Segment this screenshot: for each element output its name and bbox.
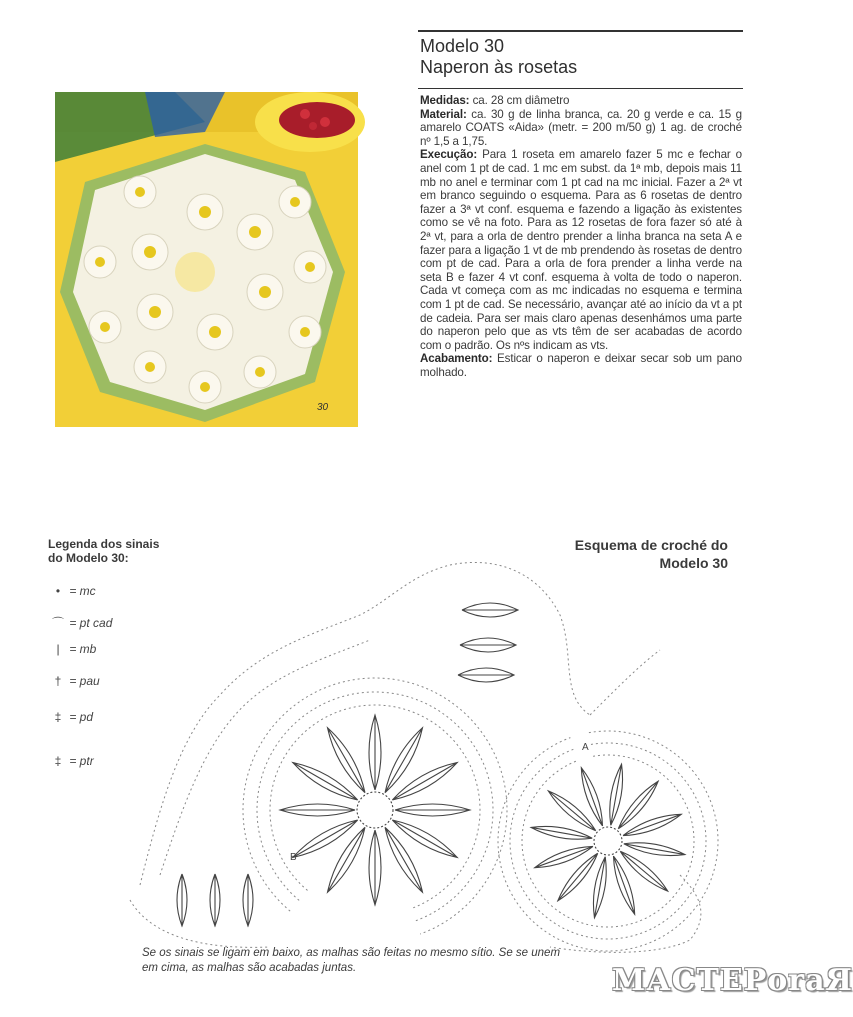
petal-stitch — [385, 728, 423, 793]
diagram-title-line2: Modelo 30 — [659, 555, 728, 571]
doily-illustration — [55, 92, 358, 427]
chain-round — [498, 731, 718, 951]
legend-label: = ptr — [69, 754, 94, 768]
acabamento-text: Esticar o naperon e deixar secar sob um pano molhado. — [420, 352, 742, 379]
petal-stitch — [593, 857, 606, 918]
photo-number: 30 — [317, 402, 329, 413]
execucao-paragraph — [420, 148, 742, 352]
chain-stitch-symbol: ⌒ — [51, 616, 64, 630]
petal-stitch — [558, 853, 598, 900]
medidas-label: Medidas: — [420, 94, 470, 107]
petal-stitch — [548, 791, 595, 831]
petal-stitch — [462, 603, 518, 617]
crochet-chart — [120, 555, 740, 955]
acabamento-paragraph — [420, 352, 742, 379]
title-block — [420, 36, 577, 78]
petal-stitch — [620, 851, 667, 891]
petal-stitch — [618, 781, 658, 828]
chain-edging — [590, 650, 660, 715]
instructions — [420, 94, 742, 379]
model-title: Modelo 30 — [420, 36, 505, 56]
petal-stitch — [177, 874, 187, 926]
chain-round — [510, 743, 706, 939]
chain-round — [522, 755, 694, 927]
title-rule-top — [418, 30, 743, 32]
petal-stitch — [624, 843, 685, 856]
legend-label: = pau — [69, 674, 100, 688]
execucao-text: Para 1 roseta em amarelo fazer 5 mc e fechar o anel com 1 pt de cad. 1 mc em subst. da 1ª mb, depois mais 11 mb no anel e terminar com 1 pt cad na mc inicial. Fazer a 2ª vt em branco seguindo o esquema. Para as 6 rosetas de dentro fazer a 3ª vt conf. esquema e fazendo a ligação às existentes como se vê na foto. Para as 12 rosetas de fora fazer só até à 2ª vt, para a orla de dentro prender a linha branca na seta A e fazer para a ligação 1 vt de mb prendendo às rosetas de dentro com pt de cad. Para a orla de fora prender a linha verde na seta B e fazer 4 vt conf. esquema à volta de todo o naperon. Cada vt começa com as mc indicadas no esquema e termina com 1 pt de cad. Se necessário, avançar até ao início da vt a pt de cadeia. Para ser mais claro apenas desenhámos uma parte do naperon pelo que as vts têm de ser acabadas de acordo com o padrão. Os nºs indicam as vts. — [420, 148, 742, 352]
model-subtitle: Naperon às rosetas — [420, 57, 578, 77]
chain-edging — [450, 562, 590, 715]
petal-stitch — [328, 827, 366, 892]
legend-label: = pd — [69, 710, 94, 724]
petal-stitch — [392, 820, 457, 858]
chain-edging — [140, 565, 450, 885]
diagram-caption: Se os sinais se ligam em baixo, as malhas são feitas no mesmo sítio. Se se unem em cima, as malhas são acabadas juntas. — [142, 947, 561, 974]
title-rule-bottom — [418, 88, 743, 89]
legend-item — [50, 584, 96, 598]
rosette-center-ring — [357, 792, 393, 828]
petal-stitch — [581, 768, 602, 826]
petal-stitch — [613, 856, 634, 914]
legend-item — [50, 754, 94, 768]
petal-stitch — [369, 715, 381, 790]
petal-stitch — [395, 804, 470, 816]
petal-stitch — [623, 814, 681, 835]
petal-stitch — [328, 728, 366, 793]
triple-treble-symbol: ‡ — [54, 754, 62, 768]
petal-stitch — [460, 638, 516, 652]
petal-stitch — [293, 763, 358, 801]
watermark: МАСТЕРоrаЯ — [612, 963, 853, 998]
slip-stitch-symbol: • — [55, 584, 61, 598]
petal-stitch — [210, 874, 220, 926]
petal-stitch — [280, 804, 355, 816]
petal-stitch — [458, 668, 514, 682]
legend-item — [50, 674, 100, 688]
execucao-label: Execução: — [420, 148, 478, 162]
petal-stitch — [531, 826, 592, 839]
petal-stitch — [610, 764, 623, 825]
arrow-label-a: A — [582, 742, 589, 753]
arrow-label-b: B — [290, 852, 297, 863]
petal-stitch — [385, 827, 423, 892]
material-text: ca. 30 g de linha branca, ca. 20 g verde e ca. 15 g amarelo COATS «Aida» (metr. = 200 m/50 g) 1 ag. de croché nº 1,5 a 1,75. — [420, 107, 742, 148]
legend-title-line1: Legenda dos sinais — [48, 537, 160, 551]
legend-item — [50, 642, 96, 656]
medidas-paragraph — [420, 94, 742, 108]
legend-item — [50, 710, 93, 724]
legend-title-line2: do Modelo 30: — [48, 551, 129, 565]
petal-stitch — [392, 763, 457, 801]
material-paragraph — [420, 108, 742, 149]
single-crochet-symbol: | — [56, 642, 60, 656]
material-label: Material: — [420, 107, 467, 121]
legend-label: = mb — [69, 642, 97, 656]
rosette-center-ring — [594, 827, 622, 855]
petal-stitch — [535, 846, 593, 867]
doily-photo — [55, 92, 358, 427]
chain-edging — [550, 875, 701, 952]
legend-item — [50, 614, 112, 631]
diagram-title-line1: Esquema de croché do — [574, 537, 728, 553]
treble-crochet-symbol: ‡ — [54, 710, 62, 724]
legend-label: = mc — [69, 584, 96, 598]
acabamento-label: Acabamento: — [420, 352, 493, 366]
petal-stitch — [243, 874, 253, 926]
medidas-text: ca. 28 cm diâmetro — [469, 94, 570, 107]
double-crochet-symbol: † — [54, 674, 62, 688]
legend-label: = pt cad — [69, 616, 113, 630]
crochet-diagram — [120, 555, 740, 955]
petal-stitch — [369, 830, 381, 905]
petal-stitch — [293, 820, 358, 858]
